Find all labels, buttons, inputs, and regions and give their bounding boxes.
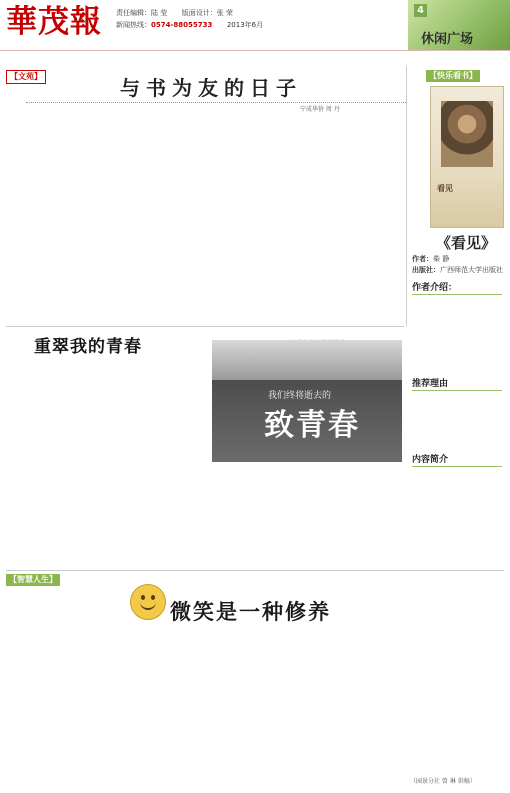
title-rule xyxy=(26,102,406,103)
content-intro-heading: 内容简介 xyxy=(412,452,502,467)
article1-byline: 宁成华侨 周 丹 xyxy=(300,106,340,113)
editor-label: 责任编辑：陆 莹 xyxy=(116,9,168,17)
masthead xyxy=(0,0,510,51)
recommend-heading: 推荐理由 xyxy=(412,376,502,391)
author-label: 作者： xyxy=(412,255,433,263)
article1-title: 与书为友的日子 xyxy=(120,76,302,100)
article2-column-4 xyxy=(310,468,404,564)
designer-label: 版面设计：张 荣 xyxy=(181,9,233,17)
category-tag-reading: 【快乐看书】 xyxy=(426,70,480,82)
movie-poster-image xyxy=(212,340,402,462)
article2-title: 重翠我的青春 xyxy=(34,337,142,357)
cover-portrait xyxy=(441,101,493,167)
cover-title: 看见 xyxy=(437,183,453,193)
sidebar-divider xyxy=(406,66,407,326)
article3-column-2 xyxy=(130,626,252,776)
article3-column-3 xyxy=(256,626,380,776)
article-separator xyxy=(6,326,404,327)
book-title: 《看见》 xyxy=(436,234,497,252)
editor-credits xyxy=(116,8,233,18)
smiley-mouth xyxy=(140,599,156,610)
article2-column-2 xyxy=(108,356,206,564)
article3-title: 微笑是一种修养 xyxy=(170,600,331,624)
hotline-label: 新闻热线： xyxy=(116,21,151,29)
hotline-number: 0574-88055733 xyxy=(151,21,213,29)
category-tag-wisdom: 【智慧人生】 xyxy=(6,574,60,586)
article2-column-1 xyxy=(6,356,104,564)
article1-column-1 xyxy=(6,112,126,312)
poster-sky xyxy=(212,340,402,380)
issue-date: 2013年6月 xyxy=(226,21,264,29)
poster-caption-small: 我们终将逝去的 xyxy=(268,391,332,401)
book-cover-image xyxy=(430,86,504,228)
author-name: 柴 静 xyxy=(433,255,450,263)
article3-column-1 xyxy=(6,626,126,776)
category-tag-wenyuan: 【文苑】 xyxy=(6,70,46,84)
article2-column-3 xyxy=(212,468,306,564)
book-author xyxy=(412,254,449,264)
poster-caption-big: 致青春 xyxy=(264,408,360,443)
page-number: 4 xyxy=(414,4,427,17)
article1-column-2 xyxy=(132,112,254,312)
recommend-text xyxy=(412,390,504,446)
publisher-label: 出版社： xyxy=(412,266,440,274)
section-title: 休闲广场 xyxy=(421,32,474,47)
hotline-line xyxy=(116,20,263,30)
author-intro-text xyxy=(412,294,504,370)
smiley-icon xyxy=(130,584,166,620)
publisher-name: 广西师范大学出版社 xyxy=(440,266,503,274)
author-intro-heading: 作者介绍： xyxy=(412,280,502,295)
content-intro-text xyxy=(412,466,504,562)
article3-column-4 xyxy=(384,626,504,772)
article1-column-3 xyxy=(260,112,402,312)
article3-source: （园景分社 曾 琳 供稿） xyxy=(410,778,476,785)
newspaper-logo: 華茂報 xyxy=(6,4,102,40)
bottom-separator xyxy=(6,570,504,571)
book-publisher xyxy=(412,265,503,275)
